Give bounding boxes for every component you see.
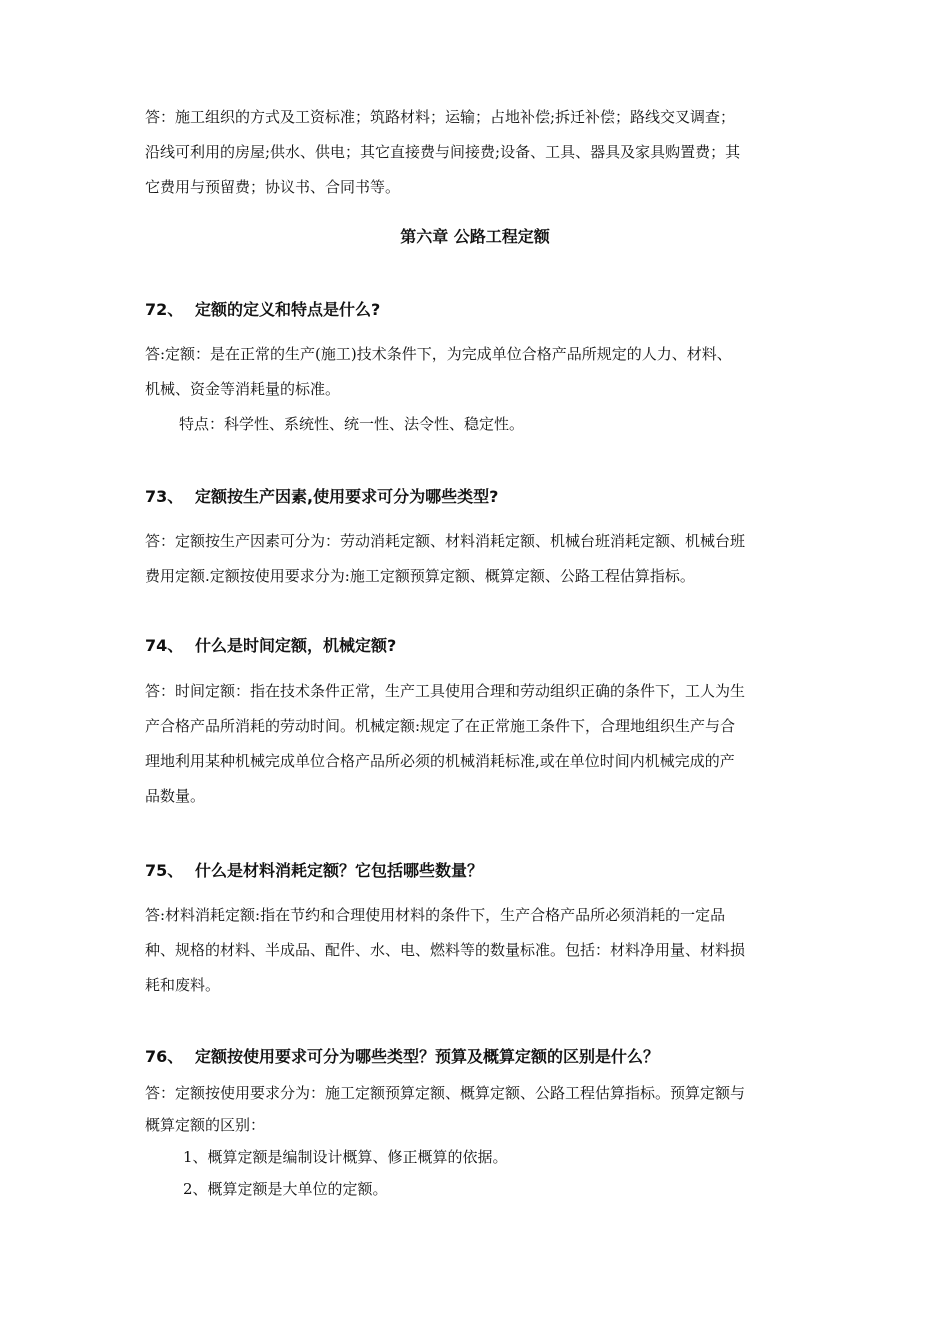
paragraph-line: 沿线可利用的房屋;供水、供电；其它直接费与间接费;设备、工具、器具及家具购置费；其 xyxy=(145,143,741,161)
question-title: 定额的定义和特点是什么? xyxy=(195,300,381,319)
question-number: 75、 xyxy=(145,861,184,880)
question-number: 76、 xyxy=(145,1047,184,1066)
answer-line: 产合格产品所消耗的劳动时间。机械定额:规定了在正常施工条件下，合理地组织生产与合 xyxy=(145,717,736,735)
answer-line: 答：定额按生产因素可分为：劳动消耗定额、材料消耗定额、机械台班消耗定额、机械台班 xyxy=(145,532,746,550)
question-title: 定额按使用要求可分为哪些类型？预算及概算定额的区别是什么？ xyxy=(195,1047,660,1066)
answer-72 xyxy=(145,337,825,442)
answer-line: 答：时间定额：指在技术条件正常，生产工具使用合理和劳动组织正确的条件下，工人为生 xyxy=(145,682,746,700)
question-number: 72、 xyxy=(145,300,184,319)
question-title: 什么是材料消耗定额？它包括哪些数量？ xyxy=(195,861,484,880)
question-heading-76 xyxy=(145,1045,659,1069)
list-item: 2、概算定额是大单位的定额。 xyxy=(183,1180,388,1198)
answer-line: 种、规格的材料、半成品、配件、水、电、燃料等的数量标准。包括：材料净用量、材料损 xyxy=(145,941,746,959)
paragraph-line: 答：施工组织的方式及工资标准；筑路材料；运输；占地补偿;拆迁补偿；路线交叉调查； xyxy=(145,108,736,126)
question-title: 定额按生产因素,使用要求可分为哪些类型? xyxy=(195,487,499,506)
answer-line: 机械、资金等消耗量的标准。 xyxy=(145,380,341,398)
answer-line: 耗和废料。 xyxy=(145,976,221,994)
list-item: 1、概算定额是编制设计概算、修正概算的依据。 xyxy=(183,1148,508,1166)
answer-line-features: 特点：科学性、系统性、统一性、法令性、稳定性。 xyxy=(179,415,525,433)
question-heading-74 xyxy=(145,634,396,658)
question-number: 74、 xyxy=(145,636,184,655)
answer-line: 费用定额.定额按使用要求分为:施工定额预算定额、概算定额、公路工程估算指标。 xyxy=(145,567,695,585)
answer-line: 概算定额的区别： xyxy=(145,1116,266,1134)
question-heading-75 xyxy=(145,859,483,883)
answer-73 xyxy=(145,524,825,594)
question-heading-72 xyxy=(145,298,380,322)
answer-line: 理地利用某种机械完成单位合格产品所必须的机械消耗标准,或在单位时间内机械完成的产 xyxy=(145,752,735,770)
answer-line: 答:定额：是在正常的生产(施工)技术条件下，为完成单位合格产品所规定的人力、材料、 xyxy=(145,345,732,363)
answer-76 xyxy=(145,1077,825,1205)
paragraph-line: 它费用与预留费；协议书、合同书等。 xyxy=(145,178,401,196)
answer-line: 品数量。 xyxy=(145,787,206,805)
question-heading-73 xyxy=(145,485,498,509)
question-number: 73、 xyxy=(145,487,184,506)
answer-74 xyxy=(145,674,825,814)
question-title: 什么是时间定额，机械定额? xyxy=(195,636,397,655)
answer-line: 答：定额按使用要求分为：施工定额预算定额、概算定额、公路工程估算指标。预算定额与 xyxy=(145,1084,746,1102)
answer-line: 答:材料消耗定额:指在节约和合理使用材料的条件下，生产合格产品所必须消耗的一定品 xyxy=(145,906,726,924)
answer-75 xyxy=(145,898,825,1003)
chapter-title: 第六章 公路工程定额 xyxy=(400,227,550,246)
intro-paragraph xyxy=(145,100,825,205)
